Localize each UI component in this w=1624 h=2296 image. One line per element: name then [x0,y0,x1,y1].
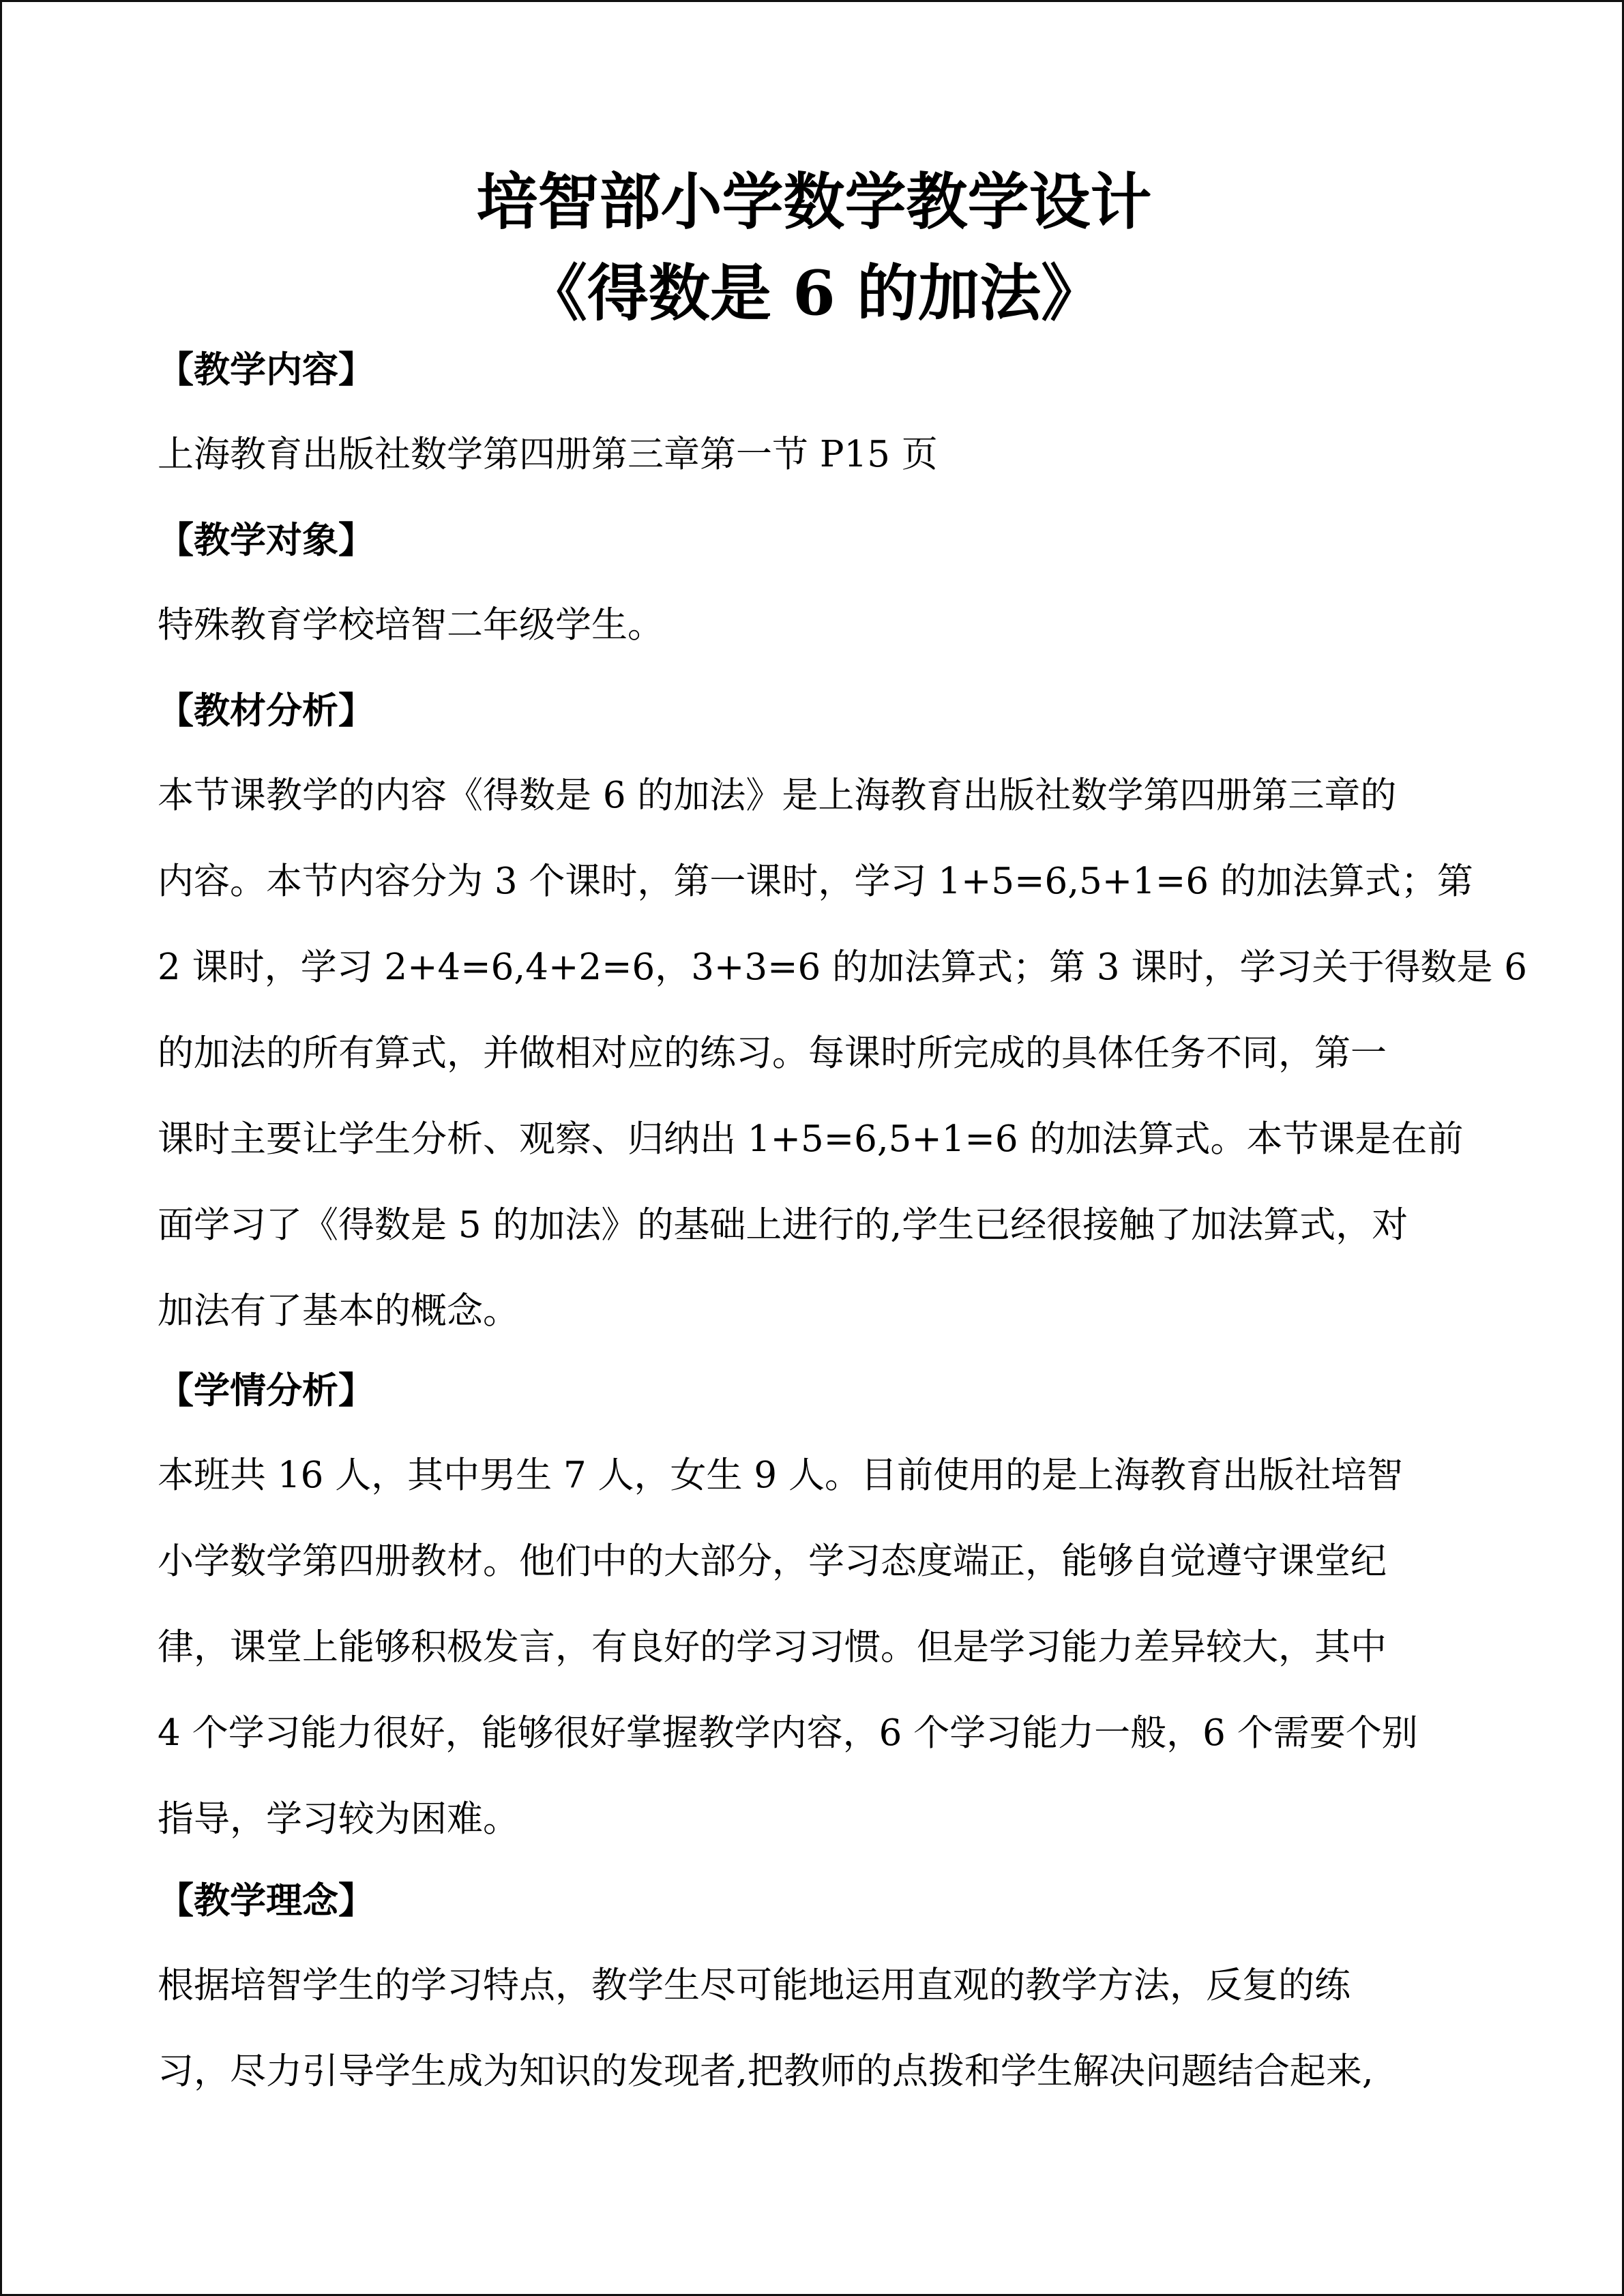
section-material-analysis [158,684,1528,1339]
section-heading: 【学情分析】 [158,1370,374,1412]
paragraph-line: 根据培智学生的学习特点，教学生尽可能地运用直观的教学方法，反复的练 [158,1965,1350,2006]
section-teaching-target [158,513,1467,653]
paragraph-line: 本班共 16 人，其中男生 7 人，女生 9 人。目前使用的是上海教育出版社培智 [158,1455,1403,1496]
paragraph-line: 本节课教学的内容《得数是 6 的加法》是上海教育出版社数学第四册第三章的 [158,775,1397,816]
section-heading: 【教学理念】 [158,1880,374,1922]
paragraph-line: 上海教育出版社数学第四册第三章第一节 P15 页 [158,434,938,475]
paragraph-line: 的加法的所有算式，并做相对应的练习。每课时所完成的具体任务不同，第一 [158,1032,1387,1074]
paragraph-line: 指导，学习较为困难。 [158,1798,519,1840]
section-heading: 【教学对象】 [158,520,374,561]
paragraph-line: 加法有了基本的概念。 [158,1290,519,1332]
section-student-analysis [158,1364,1467,1847]
paragraph-line: 面学习了《得数是 5 的加法》的基础上进行的,学生已经很接触了加法算式，对 [158,1204,1408,1246]
paragraph-line: 2 课时，学习 2+4=6,4+2=6，3+3=6 的加法算式；第 3 课时，学习关于得数是 6 [158,946,1528,988]
document-title: 培智部小学数学教学设计 [476,166,1152,238]
paragraph-line: 特殊教育学校培智二年级学生。 [158,604,664,646]
paragraph-line: 内容。本节内容分为 3 个课时，第一课时，学习 1+5=6,5+1=6 的加法算式；第 [158,861,1473,902]
document-subtitle: 《得数是 6 的加法》 [525,257,1103,329]
paragraph-line: 习，尽力引导学生成为知识的发现者,把教师的点拨和学生解决问题结合起来, [158,2051,1374,2092]
section-teaching-philosophy [158,1874,1467,2099]
section-heading: 【教材分析】 [158,690,374,732]
section-teaching-content [158,343,1467,482]
section-heading: 【教学内容】 [158,349,374,391]
paragraph-line: 4 个学习能力很好，能够很好掌握教学内容，6 个学习能力一般，6 个需要个别 [158,1712,1418,1754]
paragraph-line: 小学数学第四册教材。他们中的大部分，学习态度端正，能够自觉遵守课堂纪 [158,1540,1387,1582]
paragraph-line: 律，课堂上能够积极发言，有良好的学习习惯。但是学习能力差异较大，其中 [158,1626,1387,1668]
paragraph-line: 课时主要让学生分析、观察、归纳出 1+5=6,5+1=6 的加法算式。本节课是在前 [158,1118,1464,1160]
